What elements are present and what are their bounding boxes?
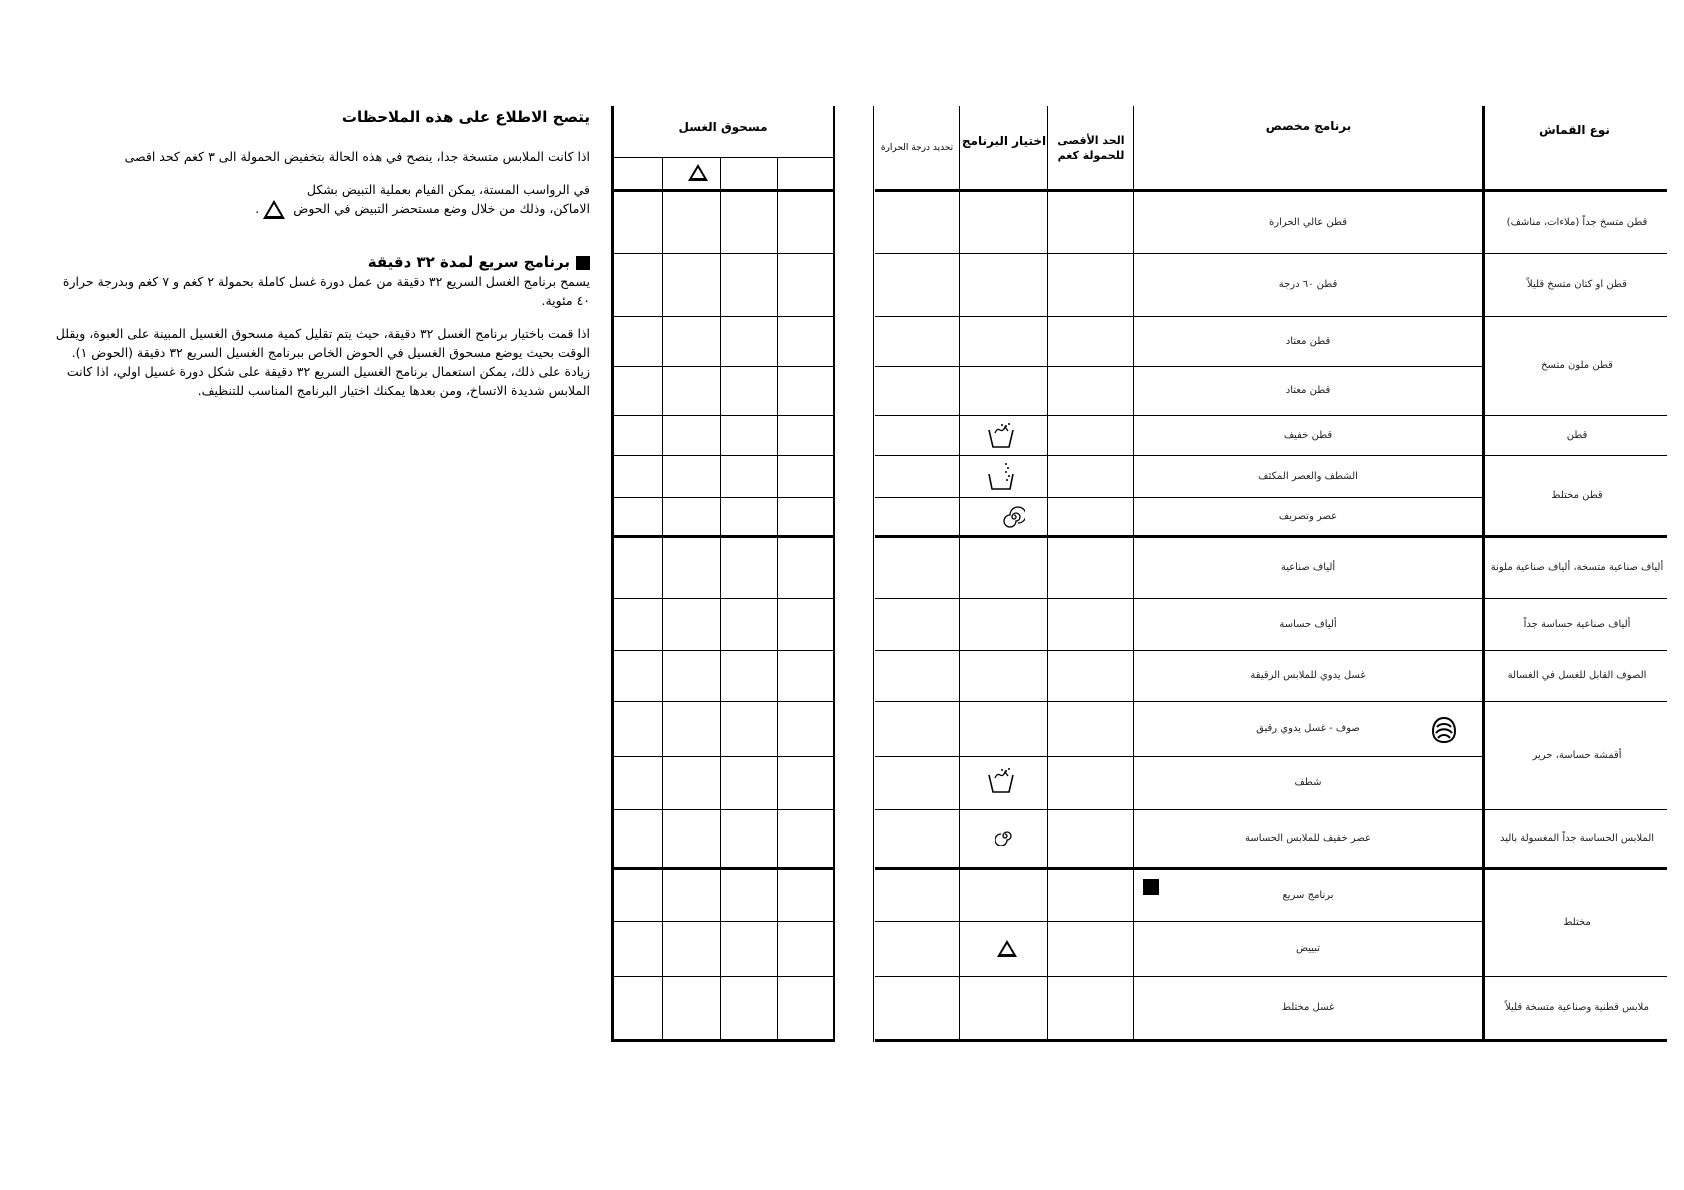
- bleach-triangle-icon: [263, 200, 285, 219]
- header-option: اختيار البرنامج: [961, 133, 1047, 148]
- header-max-load: الحد الأقصى للحمولة كغم: [1057, 134, 1125, 162]
- fabric-cell: قطن متسخ جداً (ملاءات، مناشف): [1506, 216, 1648, 228]
- program-cell: غسل يدوي للملابس الرقيقة: [1250, 670, 1366, 681]
- notes-title: يتصح الاطلاع على هذه الملاحظات: [341, 108, 590, 126]
- spin-icon: [1003, 506, 1025, 528]
- quick-wash-paragraph-2: اذا قمت باختيار برنامج الغسل ٣٢ دقيقة، حيث يتم تقليل كمية مسحوق الغسيل المبينة على العبوة، ويقلل الوقت بحيث يوضع مسحوق الغسيل في الحوض الخاص ببرنامج الغسيل السريع ٣٢ دقيقة (الحوض ١). زيادة على ذلك، يمكن استعمال برنامج الغسيل السريع ٣٢ دقيقة على شكل دورة غسيل اولي، اذا كانت الملابس شديدة الاتساخ، ومن بعدها يمكنك اختيار البرنامج المناسب للتنظيف.: [55, 326, 590, 398]
- program-cell: ألياف حساسة: [1279, 618, 1337, 630]
- fabric-cell: قطن او كتان متسخ قليلاً: [1527, 279, 1627, 290]
- detergent-header: مسحوق الغسل: [678, 120, 768, 134]
- program-cell: عصر خفيف للملابس الحساسة: [1245, 832, 1371, 844]
- hand-wash-icon: [986, 420, 1016, 450]
- spin-icon: [995, 826, 1015, 846]
- program-cell: برنامج سريع: [1282, 889, 1334, 901]
- fabric-cell: أقمشة حساسة، حرير: [1532, 749, 1622, 761]
- fabric-cell: ألياف صناعية متسخة، ألياف صناعية ملونة: [1490, 562, 1664, 573]
- square-icon: [576, 256, 590, 270]
- quick-wash-paragraph-1: يسمح برنامج الغسل السريع ٣٢ دقيقة من عمل دورة غسل كاملة بحمولة ٢ كغم و ٧ كغم وبدرجة حرارة ٤٠ مئوية.: [62, 274, 590, 308]
- notes-section: [50, 108, 590, 414]
- program-cell: تبييض: [1295, 943, 1321, 954]
- fabric-cell: ملابس قطنية وصناعية متسخة قليلاً: [1505, 1002, 1649, 1013]
- program-cell: قطن معتاد: [1285, 385, 1331, 396]
- program-cell: قطن عالي الحرارة: [1269, 216, 1347, 228]
- notes-paragraph-1: اذا كانت الملابس متسخة جدا، ينصح في هذه الحالة بتخفيض الحمولة الى ٣ كغم كحد اقصى: [124, 149, 590, 164]
- rinse-icon: [986, 460, 1016, 492]
- fabric-cell: الملابس الحساسة جداً المغسولة باليد: [1499, 832, 1655, 844]
- fabric-cell: مختلط: [1563, 917, 1591, 928]
- header-program: برنامج مخصص: [1265, 118, 1352, 133]
- wool-icon: [1430, 715, 1458, 745]
- quick-wash-title: برنامج سريع لمدة ٣٢ دقيقة: [50, 253, 590, 272]
- program-cell: قطن خفيف: [1283, 429, 1333, 441]
- fabric-cell: الصوف القابل للغسل في الغسالة: [1507, 670, 1647, 681]
- header-fabric: نوع القماش: [1539, 122, 1610, 137]
- program-cell: غسل مختلط: [1281, 1002, 1335, 1013]
- program-cell: صوف - غسل يدوي رقيق: [1256, 723, 1360, 734]
- notes-paragraph-3: الاماكن، وذلك من خلال وضع مستحضر التبيض في الحوض .: [50, 199, 590, 219]
- square-icon: [1143, 879, 1159, 895]
- program-cell: عصر وتصريف: [1278, 510, 1338, 522]
- fabric-cell: قطن: [1566, 429, 1588, 441]
- triangle-icon: [993, 938, 1021, 957]
- fabric-cell: قطن ملون متسخ: [1541, 360, 1613, 371]
- program-cell: الشطف والعصر المكثف: [1258, 470, 1358, 482]
- fabric-cell: قطن مختلط: [1551, 489, 1603, 501]
- program-cell: قطن ٦٠ درجة: [1278, 279, 1338, 290]
- notes-paragraph-2: في الرواسب المستة، يمكن الفيام بعملية التبيض بشكل: [306, 182, 590, 197]
- hand-wash-icon: [986, 765, 1016, 795]
- bleach-triangle-icon: [684, 162, 712, 181]
- header-select-temp: تحديد درجة الحرارة: [880, 143, 954, 153]
- program-cell: ألياف صناعية: [1280, 562, 1336, 573]
- fabric-cell: ألياف صناعية حساسة جداً: [1523, 618, 1631, 630]
- program-cell: قطن معتاد: [1285, 335, 1331, 347]
- program-cell: شطف: [1294, 777, 1322, 788]
